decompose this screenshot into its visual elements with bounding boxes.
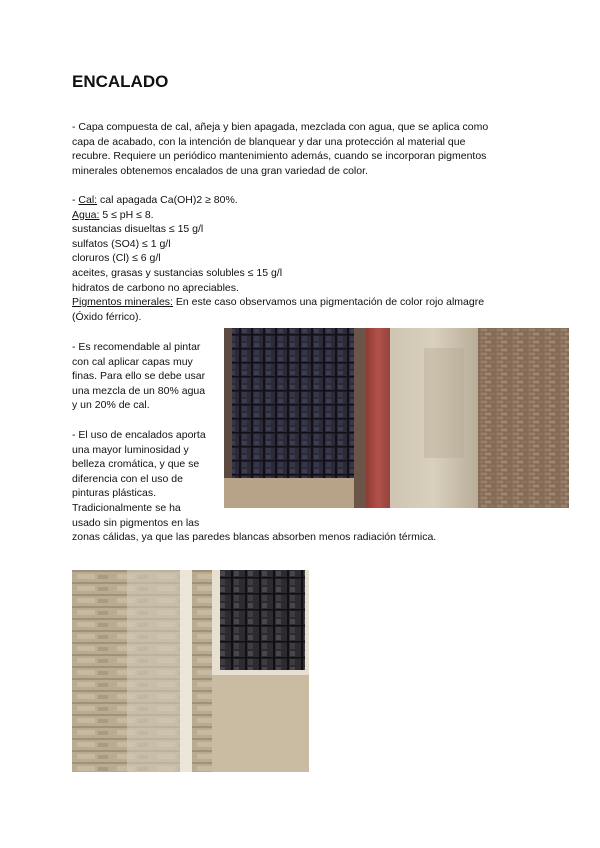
page-title: ENCALADO [72,72,169,91]
iron-grille [232,328,354,478]
cal-line [72,193,522,208]
window-grille [220,570,305,670]
usage-line: belleza cromática, y que se [72,458,200,471]
recommend-line: y un 20% de cal. [72,399,150,412]
weathering-stain [424,348,464,458]
agua-text: 5 ≤ pH ≤ 8. [99,208,154,221]
wall-illustration [72,570,309,772]
intro-line: minerales obtenemos encalados de una gran variedad de color. [72,164,368,177]
almagre-pilaster [366,328,390,508]
intro-line: capa de acabado, con la intención de blanquear y dar una protección al material que [72,135,466,148]
composition-item: sulfatos (SO4) ≤ 1 g/l [72,237,171,250]
composition-item: cloruros (Cl) ≤ 6 g/l [72,252,161,265]
photo-window-facade [224,328,569,508]
recommend-line: - Es recomendable al pintar [72,341,201,353]
usage-last-line: zonas cálidas, ya que las paredes blancas absorben menos radiación térmica. [72,531,437,544]
facade-illustration [224,328,569,508]
cal-prefix: - [72,194,79,206]
brick-pier [478,328,569,508]
usage-line: pinturas plásticas. [72,487,157,500]
recommend-paragraph [72,340,205,413]
pigment-line-2: (Óxido férrico). [72,310,142,323]
recommend-line: finas. Para ello se debe usar [72,370,206,383]
recommend-line: una mezcla de un 80% agua [72,384,206,397]
intro-line: - Capa compuesta de cal, añeja y bien apagada, mezclada con agua, que se aplica como [72,121,489,133]
pigment-line [72,295,522,310]
window-sill [224,478,364,508]
photo-limewash-wall [72,570,309,772]
usage-line: usado sin pigmentos en las [72,516,200,529]
agua-line [72,208,522,223]
composition-item: sustancias disueltas ≤ 15 g/l [72,223,204,236]
intro-paragraph [72,120,522,178]
cal-text: cal apagada Ca(OH)2 ≥ 80%. [97,194,238,206]
white-pilaster [180,570,192,772]
usage-line: diferencia con el uso de [72,472,183,485]
cal-label: Cal: [78,194,98,206]
intro-line: recubre. Requiere un periódico mantenimiento además, cuando se incorporan pigmentos [72,150,487,163]
wall-recess [127,570,187,772]
agua-label: Agua: [72,208,100,221]
composition-item: aceites, grasas y sustancias solubles ≤ 15 g/l [72,266,283,279]
window-jamb [354,328,366,508]
pigment-label: Pigmentos minerales: [72,296,173,309]
usage-line: Tradicionalmente se ha [72,501,181,514]
usage-line: - El uso de encalados aporta [72,429,206,441]
recommend-line: con cal aplicar capas muy [72,355,193,368]
pigment-text: En este caso observamos una pigmentación de color rojo almagre [172,296,485,309]
composition-list [72,193,522,324]
composition-item: hidratos de carbono no apreciables. [72,281,239,294]
usage-line: una mayor luminosidad y [72,443,189,456]
lower-wall [212,675,309,772]
